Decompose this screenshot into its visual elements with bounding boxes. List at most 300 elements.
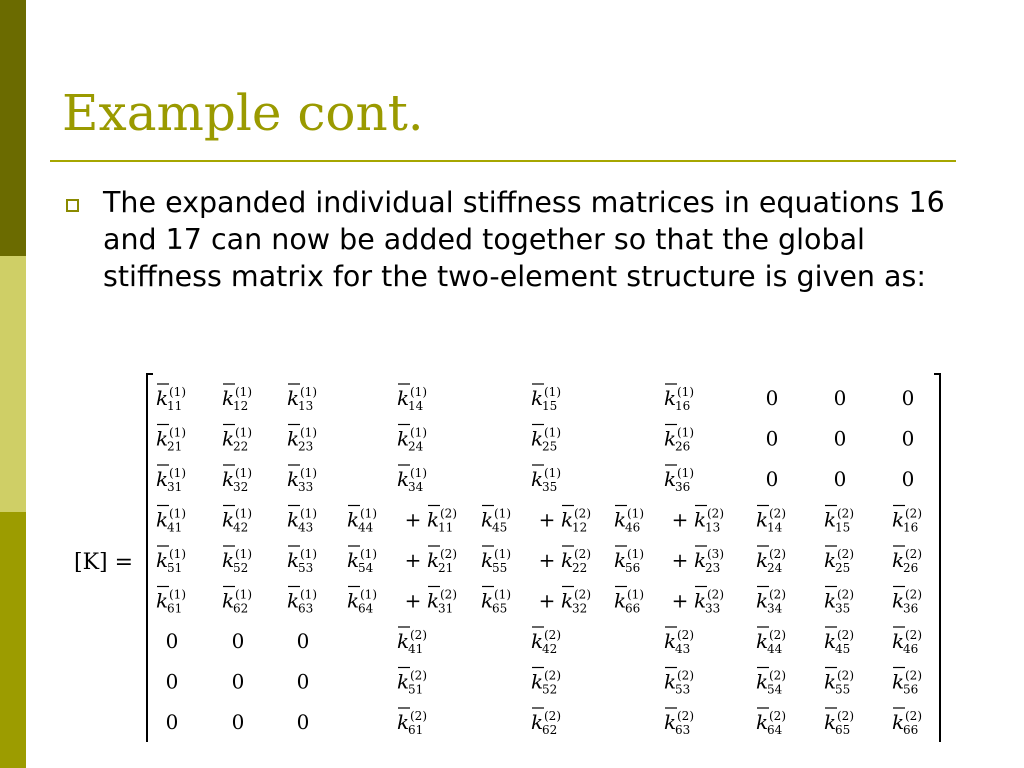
k-superscript: (1): [494, 587, 511, 602]
k-superscript: (2): [544, 668, 561, 683]
k-symbol: k: [397, 710, 410, 734]
k-subscript: 54: [767, 682, 783, 697]
k-subscript: 25: [542, 439, 558, 454]
k-subscript: 16: [675, 399, 691, 413]
k-subscript: 11: [438, 520, 454, 535]
matrix-cell: [824, 506, 854, 535]
k-subscript: 33: [298, 480, 314, 494]
matrix-cell: [664, 627, 694, 656]
matrix-cell: [824, 668, 854, 697]
k-symbol: k: [531, 669, 544, 694]
k-superscript: (1): [300, 385, 317, 399]
matrix-cell: [166, 629, 179, 653]
k-subscript: 26: [903, 561, 919, 575]
k-symbol: k: [531, 386, 544, 410]
k-symbol: k: [156, 588, 169, 613]
k-subscript: 16: [903, 520, 919, 535]
k-subscript: 41: [167, 520, 183, 535]
k-subscript: 31: [438, 601, 454, 616]
matrix-cell: [531, 708, 561, 737]
k-symbol: k: [824, 507, 837, 532]
matrix-cell: [756, 627, 786, 656]
k-superscript: (1): [169, 587, 186, 602]
k-subscript: 21: [167, 439, 183, 454]
matrix-zero: 0: [231, 669, 245, 694]
matrix-cell: [664, 384, 694, 413]
k-subscript: 32: [233, 480, 249, 494]
k-superscript: (2): [410, 668, 427, 683]
sidebar-band-bottom: [0, 512, 26, 768]
k-symbol: k: [664, 629, 677, 653]
matrix-cell: [297, 710, 310, 734]
k-symbol: k: [287, 386, 300, 410]
matrix-zero: 0: [833, 467, 847, 491]
matrix-cell: [664, 465, 694, 494]
matrix-cell: [531, 627, 561, 656]
matrix-cell: [232, 710, 245, 734]
k-symbol: k: [222, 467, 235, 491]
matrix-zero: 0: [833, 426, 847, 451]
k-superscript: (2): [905, 709, 922, 723]
matrix-cell: [834, 427, 847, 451]
matrix-zero: 0: [833, 386, 847, 410]
k-subscript: 23: [705, 561, 721, 575]
k-superscript: (2): [837, 668, 854, 683]
k-symbol: k: [287, 507, 300, 532]
matrix-cell: [287, 425, 317, 454]
matrix-cell: [892, 506, 922, 535]
k-symbol: k: [892, 588, 905, 613]
k-subscript: 53: [298, 561, 314, 575]
matrix-cell: [614, 506, 724, 535]
k-subscript: 35: [835, 601, 851, 616]
matrix-zero: 0: [165, 629, 179, 653]
matrix-cell: [766, 386, 779, 410]
k-symbol: k: [397, 669, 410, 694]
k-superscript: (2): [837, 547, 854, 561]
matrix-cell: [156, 384, 186, 413]
k-superscript: (1): [169, 506, 186, 521]
k-superscript: (1): [360, 547, 377, 561]
k-symbol: k: [481, 588, 494, 613]
matrix-cell: [766, 467, 779, 491]
k-subscript: 15: [835, 520, 851, 535]
left-bracket: [147, 374, 153, 742]
k-subscript: 15: [542, 399, 558, 413]
k-symbol: k: [561, 588, 574, 613]
matrix-zero: 0: [765, 467, 779, 491]
k-subscript: 43: [675, 642, 691, 656]
stiffness-matrix-equation: [70, 372, 950, 742]
k-subscript: 53: [675, 682, 691, 697]
k-symbol: k: [614, 548, 627, 572]
plus-sign: +: [404, 507, 422, 532]
k-superscript: (1): [235, 587, 252, 602]
matrix-zero: 0: [231, 710, 245, 734]
k-symbol: k: [531, 426, 544, 451]
k-symbol: k: [824, 588, 837, 613]
matrix-zero: 0: [296, 669, 310, 694]
k-symbol: k: [614, 507, 627, 532]
matrix-cell: [481, 587, 591, 616]
matrix-cell: [166, 670, 179, 694]
plus-sign: +: [538, 507, 556, 532]
k-subscript: 25: [835, 561, 851, 575]
k-subscript: 34: [767, 601, 783, 616]
k-symbol: k: [664, 426, 677, 451]
k-subscript: 44: [358, 520, 374, 535]
matrix-zero: 0: [765, 426, 779, 451]
k-subscript: 14: [767, 520, 783, 535]
k-symbol: k: [347, 507, 360, 532]
k-subscript: 54: [358, 561, 374, 575]
k-superscript: (1): [169, 385, 186, 399]
k-superscript: (1): [627, 547, 644, 561]
k-symbol: k: [222, 507, 235, 532]
matrix-cell: [834, 386, 847, 410]
k-subscript: 64: [767, 723, 783, 737]
k-superscript: (1): [360, 506, 377, 521]
k-symbol: k: [824, 548, 837, 572]
k-symbol: k: [287, 548, 300, 572]
k-superscript: (2): [677, 668, 694, 683]
k-subscript: 61: [408, 723, 424, 737]
k-superscript: (1): [544, 425, 561, 440]
matrix-cell: [222, 546, 252, 575]
k-superscript: (1): [235, 385, 252, 399]
k-symbol: k: [892, 629, 905, 653]
matrix-zero: 0: [901, 426, 915, 451]
k-symbol: k: [756, 548, 769, 572]
matrix-cell: [397, 627, 427, 656]
k-symbol: k: [614, 588, 627, 613]
matrix-svg: [70, 372, 950, 742]
matrix-cell: [232, 670, 245, 694]
k-superscript: (2): [769, 547, 786, 561]
k-superscript: (2): [574, 587, 591, 602]
matrix-cell: [287, 384, 317, 413]
k-symbol: k: [347, 588, 360, 613]
k-symbol: k: [561, 548, 574, 572]
matrix-cell: [397, 708, 427, 737]
k-superscript: (2): [769, 709, 786, 723]
matrix-cell: [892, 546, 922, 575]
k-subscript: 31: [167, 480, 183, 494]
k-superscript: (1): [544, 385, 561, 399]
k-symbol: k: [892, 548, 905, 572]
k-symbol: k: [156, 548, 169, 572]
matrix-cell: [222, 425, 252, 454]
matrix-cell: [531, 465, 561, 494]
k-symbol: k: [156, 467, 169, 491]
k-subscript: 62: [233, 601, 249, 616]
plus-sign: +: [538, 548, 556, 572]
k-subscript: 44: [767, 642, 783, 656]
matrix-cell: [397, 384, 427, 413]
k-symbol: k: [156, 507, 169, 532]
sidebar-band-middle: [0, 256, 26, 512]
matrix-cell: [824, 587, 854, 616]
matrix-cell: [766, 427, 779, 451]
matrix-cell: [902, 467, 915, 491]
k-superscript: (1): [169, 425, 186, 440]
k-symbol: k: [397, 426, 410, 451]
k-subscript: 45: [492, 520, 508, 535]
k-symbol: k: [756, 710, 769, 734]
k-subscript: 24: [408, 439, 424, 454]
matrix-cell: [614, 587, 724, 616]
k-symbol: k: [156, 386, 169, 410]
k-subscript: 12: [233, 399, 249, 413]
k-subscript: 23: [298, 439, 314, 454]
k-symbol: k: [694, 507, 707, 532]
matrix-cell: [824, 546, 854, 575]
matrix-cell: [902, 386, 915, 410]
k-symbol: k: [824, 629, 837, 653]
k-symbol: k: [222, 386, 235, 410]
k-symbol: k: [397, 629, 410, 653]
matrix-cell: [287, 546, 317, 575]
k-superscript: (1): [494, 547, 511, 561]
k-symbol: k: [561, 507, 574, 532]
k-superscript: (2): [544, 709, 561, 723]
matrix-cell: [614, 546, 724, 575]
k-subscript: 11: [167, 399, 183, 413]
k-symbol: k: [824, 669, 837, 694]
matrix-cell: [347, 546, 457, 575]
matrix-cell: [892, 587, 922, 616]
k-superscript: (1): [544, 466, 561, 480]
k-superscript: (1): [360, 587, 377, 602]
k-subscript: 14: [408, 399, 424, 413]
k-superscript: (2): [837, 628, 854, 642]
k-symbol: k: [756, 629, 769, 653]
plus-sign: +: [671, 588, 689, 613]
matrix-cell: [222, 587, 252, 616]
plus-sign: +: [671, 507, 689, 532]
k-superscript: (1): [410, 385, 427, 399]
k-symbol: k: [427, 548, 440, 572]
k-subscript: 42: [233, 520, 249, 535]
matrix-cell: [892, 668, 922, 697]
k-subscript: 52: [233, 561, 249, 575]
k-superscript: (1): [300, 466, 317, 480]
k-symbol: k: [664, 669, 677, 694]
matrix-cell: [664, 708, 694, 737]
k-subscript: 41: [408, 642, 424, 656]
sidebar-decoration: [0, 0, 26, 768]
k-symbol: k: [664, 467, 677, 491]
k-symbol: k: [824, 710, 837, 734]
matrix-cell: [481, 546, 591, 575]
k-superscript: (2): [574, 547, 591, 561]
matrix-cell: [756, 546, 786, 575]
k-symbol: k: [427, 507, 440, 532]
matrix-cell: [156, 465, 186, 494]
k-subscript: 33: [705, 601, 721, 616]
matrix-cell: [756, 506, 786, 535]
k-symbol: k: [694, 548, 707, 572]
plus-sign: +: [538, 588, 556, 613]
k-subscript: 24: [767, 561, 783, 575]
k-symbol: k: [481, 548, 494, 572]
matrix-cell: [297, 629, 310, 653]
matrix-cell: [156, 506, 186, 535]
matrix-cell: [756, 587, 786, 616]
k-superscript: (1): [169, 547, 186, 561]
k-superscript: (1): [677, 466, 694, 480]
k-superscript: (1): [300, 506, 317, 521]
matrix-cell: [156, 546, 186, 575]
k-symbol: k: [287, 588, 300, 613]
k-subscript: 13: [298, 399, 314, 413]
matrix-cell: [397, 425, 427, 454]
k-superscript: (2): [440, 547, 457, 561]
right-bracket: [934, 374, 940, 742]
k-subscript: 55: [492, 561, 508, 575]
matrix-cell: [347, 587, 457, 616]
sidebar-band-top: [0, 0, 26, 256]
matrix-cell: [824, 627, 854, 656]
matrix-cell: [156, 587, 186, 616]
k-symbol: k: [531, 467, 544, 491]
matrix-cell: [824, 708, 854, 737]
k-superscript: (1): [410, 425, 427, 440]
k-superscript: (2): [905, 506, 922, 521]
k-superscript: (1): [235, 547, 252, 561]
k-superscript: (2): [574, 506, 591, 521]
k-superscript: (2): [905, 628, 922, 642]
k-subscript: 55: [835, 682, 851, 697]
matrix-cell: [287, 506, 317, 535]
k-subscript: 43: [298, 520, 314, 535]
k-symbol: k: [222, 426, 235, 451]
k-superscript: (3): [707, 547, 724, 561]
k-symbol: k: [892, 669, 905, 694]
k-subscript: 62: [542, 723, 558, 737]
plus-sign: +: [671, 548, 689, 572]
k-symbol: k: [694, 588, 707, 613]
matrix-cell: [222, 384, 252, 413]
k-subscript: 22: [233, 439, 249, 454]
matrix-zero: 0: [296, 710, 310, 734]
square-bullet-icon: [66, 199, 79, 212]
k-subscript: 52: [542, 682, 558, 697]
k-superscript: (1): [677, 385, 694, 399]
plus-sign: +: [404, 588, 422, 613]
matrix-cell: [397, 465, 427, 494]
k-superscript: (1): [300, 547, 317, 561]
matrix-label: [K] =: [74, 550, 134, 575]
k-subscript: 51: [167, 561, 183, 575]
matrix-cell: [834, 467, 847, 491]
matrix-cell: [892, 627, 922, 656]
k-superscript: (2): [837, 587, 854, 602]
k-subscript: 34: [408, 480, 424, 494]
matrix-cell: [156, 425, 186, 454]
matrix-cell: [664, 668, 694, 697]
k-superscript: (2): [837, 709, 854, 723]
k-superscript: (2): [905, 547, 922, 561]
k-superscript: (2): [905, 587, 922, 602]
k-superscript: (2): [905, 668, 922, 683]
matrix-zero: 0: [165, 710, 179, 734]
matrix-cell: [397, 668, 427, 697]
k-symbol: k: [222, 548, 235, 572]
k-subscript: 66: [625, 601, 641, 616]
k-subscript: 46: [625, 520, 641, 535]
k-symbol: k: [531, 629, 544, 653]
k-subscript: 56: [903, 682, 919, 697]
k-subscript: 46: [903, 642, 919, 656]
k-superscript: (2): [440, 506, 457, 521]
k-subscript: 63: [298, 601, 314, 616]
k-symbol: k: [347, 548, 360, 572]
k-subscript: 65: [492, 601, 508, 616]
k-subscript: 32: [572, 601, 588, 616]
matrix-cell: [531, 668, 561, 697]
k-symbol: k: [756, 669, 769, 694]
k-subscript: 26: [675, 439, 691, 454]
k-symbol: k: [664, 710, 677, 734]
k-subscript: 42: [542, 642, 558, 656]
k-symbol: k: [397, 386, 410, 410]
k-superscript: (1): [494, 506, 511, 521]
k-superscript: (1): [410, 466, 427, 480]
k-subscript: 63: [675, 723, 691, 737]
k-subscript: 66: [903, 723, 919, 737]
k-superscript: (1): [235, 425, 252, 440]
k-subscript: 13: [705, 520, 721, 535]
matrix-cell: [531, 425, 561, 454]
k-symbol: k: [892, 710, 905, 734]
matrix-zero: 0: [231, 629, 245, 653]
k-subscript: 45: [835, 642, 851, 656]
k-superscript: (1): [300, 425, 317, 440]
matrix-cell: [222, 465, 252, 494]
matrix-cell: [287, 465, 317, 494]
k-superscript: (2): [837, 506, 854, 521]
matrix-zero: 0: [901, 386, 915, 410]
k-subscript: 56: [625, 561, 641, 575]
matrix-cell: [892, 708, 922, 737]
k-symbol: k: [481, 507, 494, 532]
k-superscript: (1): [627, 587, 644, 602]
matrix-cell: [664, 425, 694, 454]
bullet-text: The expanded individual stiffness matrices in equations 16 and 17 can now be added together so that the global stiffness matrix for the two-element structure is given as:: [103, 186, 945, 293]
k-superscript: (2): [544, 628, 561, 642]
slide-title: Example cont.: [62, 84, 424, 142]
matrix-cell: [481, 506, 591, 535]
k-subscript: 12: [572, 520, 588, 535]
k-superscript: (1): [300, 587, 317, 602]
matrix-cell: [297, 670, 310, 694]
k-superscript: (2): [707, 506, 724, 521]
matrix-zero: 0: [296, 629, 310, 653]
k-superscript: (1): [235, 466, 252, 480]
k-superscript: (2): [769, 587, 786, 602]
k-symbol: k: [531, 710, 544, 734]
k-subscript: 61: [167, 601, 183, 616]
k-superscript: (2): [410, 628, 427, 642]
k-symbol: k: [397, 467, 410, 491]
k-superscript: (2): [769, 668, 786, 683]
plus-sign: +: [404, 548, 422, 572]
k-symbol: k: [156, 426, 169, 451]
k-symbol: k: [756, 507, 769, 532]
matrix-zero: 0: [901, 467, 915, 491]
k-subscript: 21: [438, 561, 454, 575]
